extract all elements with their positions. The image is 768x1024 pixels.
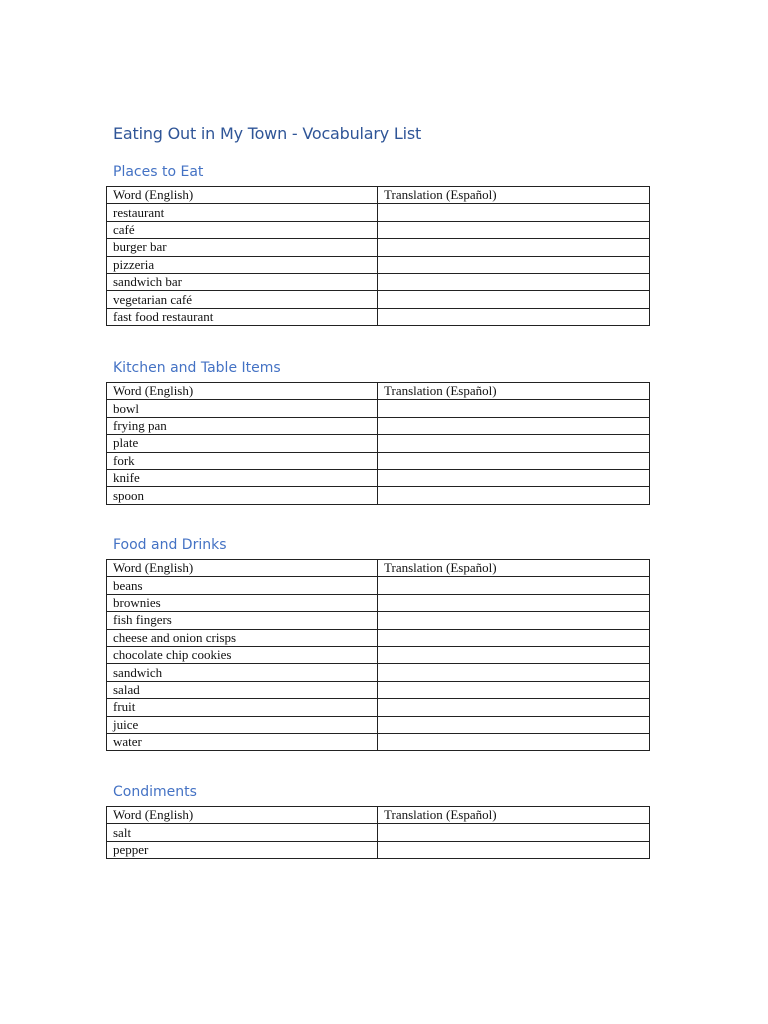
- word-cell: restaurant: [107, 204, 378, 221]
- table-row: [107, 273, 650, 290]
- vocab-table: [106, 382, 650, 505]
- translation-cell[interactable]: [378, 487, 650, 504]
- table-row: [107, 487, 650, 504]
- translation-cell[interactable]: [378, 681, 650, 698]
- section-condiments: [106, 782, 649, 859]
- translation-cell[interactable]: [378, 824, 650, 841]
- table-row: [107, 469, 650, 486]
- word-cell: burger bar: [107, 239, 378, 256]
- translation-cell[interactable]: [378, 452, 650, 469]
- translation-cell[interactable]: [378, 577, 650, 594]
- section-places-to-eat: [106, 162, 649, 326]
- column-header-word: Word (English): [107, 807, 378, 824]
- translation-cell[interactable]: [378, 612, 650, 629]
- table-row: [107, 841, 650, 858]
- translation-cell[interactable]: [378, 400, 650, 417]
- section-heading: Kitchen and Table Items: [113, 360, 281, 376]
- word-cell: fork: [107, 452, 378, 469]
- word-cell: pizzeria: [107, 256, 378, 273]
- table-row: [107, 824, 650, 841]
- translation-cell[interactable]: [378, 716, 650, 733]
- word-cell: juice: [107, 716, 378, 733]
- table-row: [107, 629, 650, 646]
- word-cell: plate: [107, 435, 378, 452]
- table-row: [107, 400, 650, 417]
- table-row: [107, 646, 650, 663]
- table-row: [107, 612, 650, 629]
- translation-cell[interactable]: [378, 273, 650, 290]
- translation-cell[interactable]: [378, 699, 650, 716]
- word-cell: fast food restaurant: [107, 308, 378, 325]
- word-cell: bowl: [107, 400, 378, 417]
- table-row: [107, 291, 650, 308]
- translation-cell[interactable]: [378, 469, 650, 486]
- word-cell: cheese and onion crisps: [107, 629, 378, 646]
- vocab-table: [106, 559, 650, 751]
- word-cell: beans: [107, 577, 378, 594]
- translation-cell[interactable]: [378, 629, 650, 646]
- table-header-row: [107, 807, 650, 824]
- word-cell: chocolate chip cookies: [107, 646, 378, 663]
- word-cell: café: [107, 221, 378, 238]
- column-header-word: Word (English): [107, 560, 378, 577]
- table-row: [107, 664, 650, 681]
- section-kitchen-and-table-items: [106, 358, 649, 505]
- table-row: [107, 308, 650, 325]
- table-header-row: [107, 383, 650, 400]
- translation-cell[interactable]: [378, 291, 650, 308]
- column-header-word: Word (English): [107, 187, 378, 204]
- word-cell: knife: [107, 469, 378, 486]
- word-cell: salad: [107, 681, 378, 698]
- section-heading: Condiments: [113, 784, 197, 800]
- table-row: [107, 577, 650, 594]
- translation-cell[interactable]: [378, 594, 650, 611]
- column-header-translation: Translation (Español): [378, 187, 650, 204]
- table-row: [107, 435, 650, 452]
- table-header-row: [107, 187, 650, 204]
- vocab-table: [106, 186, 650, 326]
- translation-cell[interactable]: [378, 733, 650, 750]
- translation-cell[interactable]: [378, 308, 650, 325]
- table-row: [107, 699, 650, 716]
- table-row: [107, 417, 650, 434]
- translation-cell[interactable]: [378, 435, 650, 452]
- word-cell: sandwich bar: [107, 273, 378, 290]
- translation-cell[interactable]: [378, 239, 650, 256]
- table-row: [107, 204, 650, 221]
- word-cell: sandwich: [107, 664, 378, 681]
- translation-cell[interactable]: [378, 646, 650, 663]
- column-header-word: Word (English): [107, 383, 378, 400]
- translation-cell[interactable]: [378, 664, 650, 681]
- table-row: [107, 221, 650, 238]
- word-cell: salt: [107, 824, 378, 841]
- word-cell: water: [107, 733, 378, 750]
- table-header-row: [107, 560, 650, 577]
- translation-cell[interactable]: [378, 841, 650, 858]
- page-title: Eating Out in My Town - Vocabulary List: [113, 124, 422, 143]
- table-row: [107, 733, 650, 750]
- table-row: [107, 239, 650, 256]
- vocab-table: [106, 806, 650, 859]
- table-row: [107, 256, 650, 273]
- translation-cell[interactable]: [378, 204, 650, 221]
- table-row: [107, 452, 650, 469]
- word-cell: pepper: [107, 841, 378, 858]
- section-heading: Food and Drinks: [113, 537, 227, 553]
- column-header-translation: Translation (Español): [378, 807, 650, 824]
- word-cell: vegetarian café: [107, 291, 378, 308]
- word-cell: fruit: [107, 699, 378, 716]
- table-row: [107, 594, 650, 611]
- table-row: [107, 681, 650, 698]
- section-heading: Places to Eat: [113, 164, 204, 180]
- translation-cell[interactable]: [378, 221, 650, 238]
- column-header-translation: Translation (Español): [378, 383, 650, 400]
- word-cell: fish fingers: [107, 612, 378, 629]
- translation-cell[interactable]: [378, 417, 650, 434]
- word-cell: spoon: [107, 487, 378, 504]
- word-cell: brownies: [107, 594, 378, 611]
- translation-cell[interactable]: [378, 256, 650, 273]
- section-food-and-drinks: [106, 535, 649, 751]
- column-header-translation: Translation (Español): [378, 560, 650, 577]
- table-row: [107, 716, 650, 733]
- word-cell: frying pan: [107, 417, 378, 434]
